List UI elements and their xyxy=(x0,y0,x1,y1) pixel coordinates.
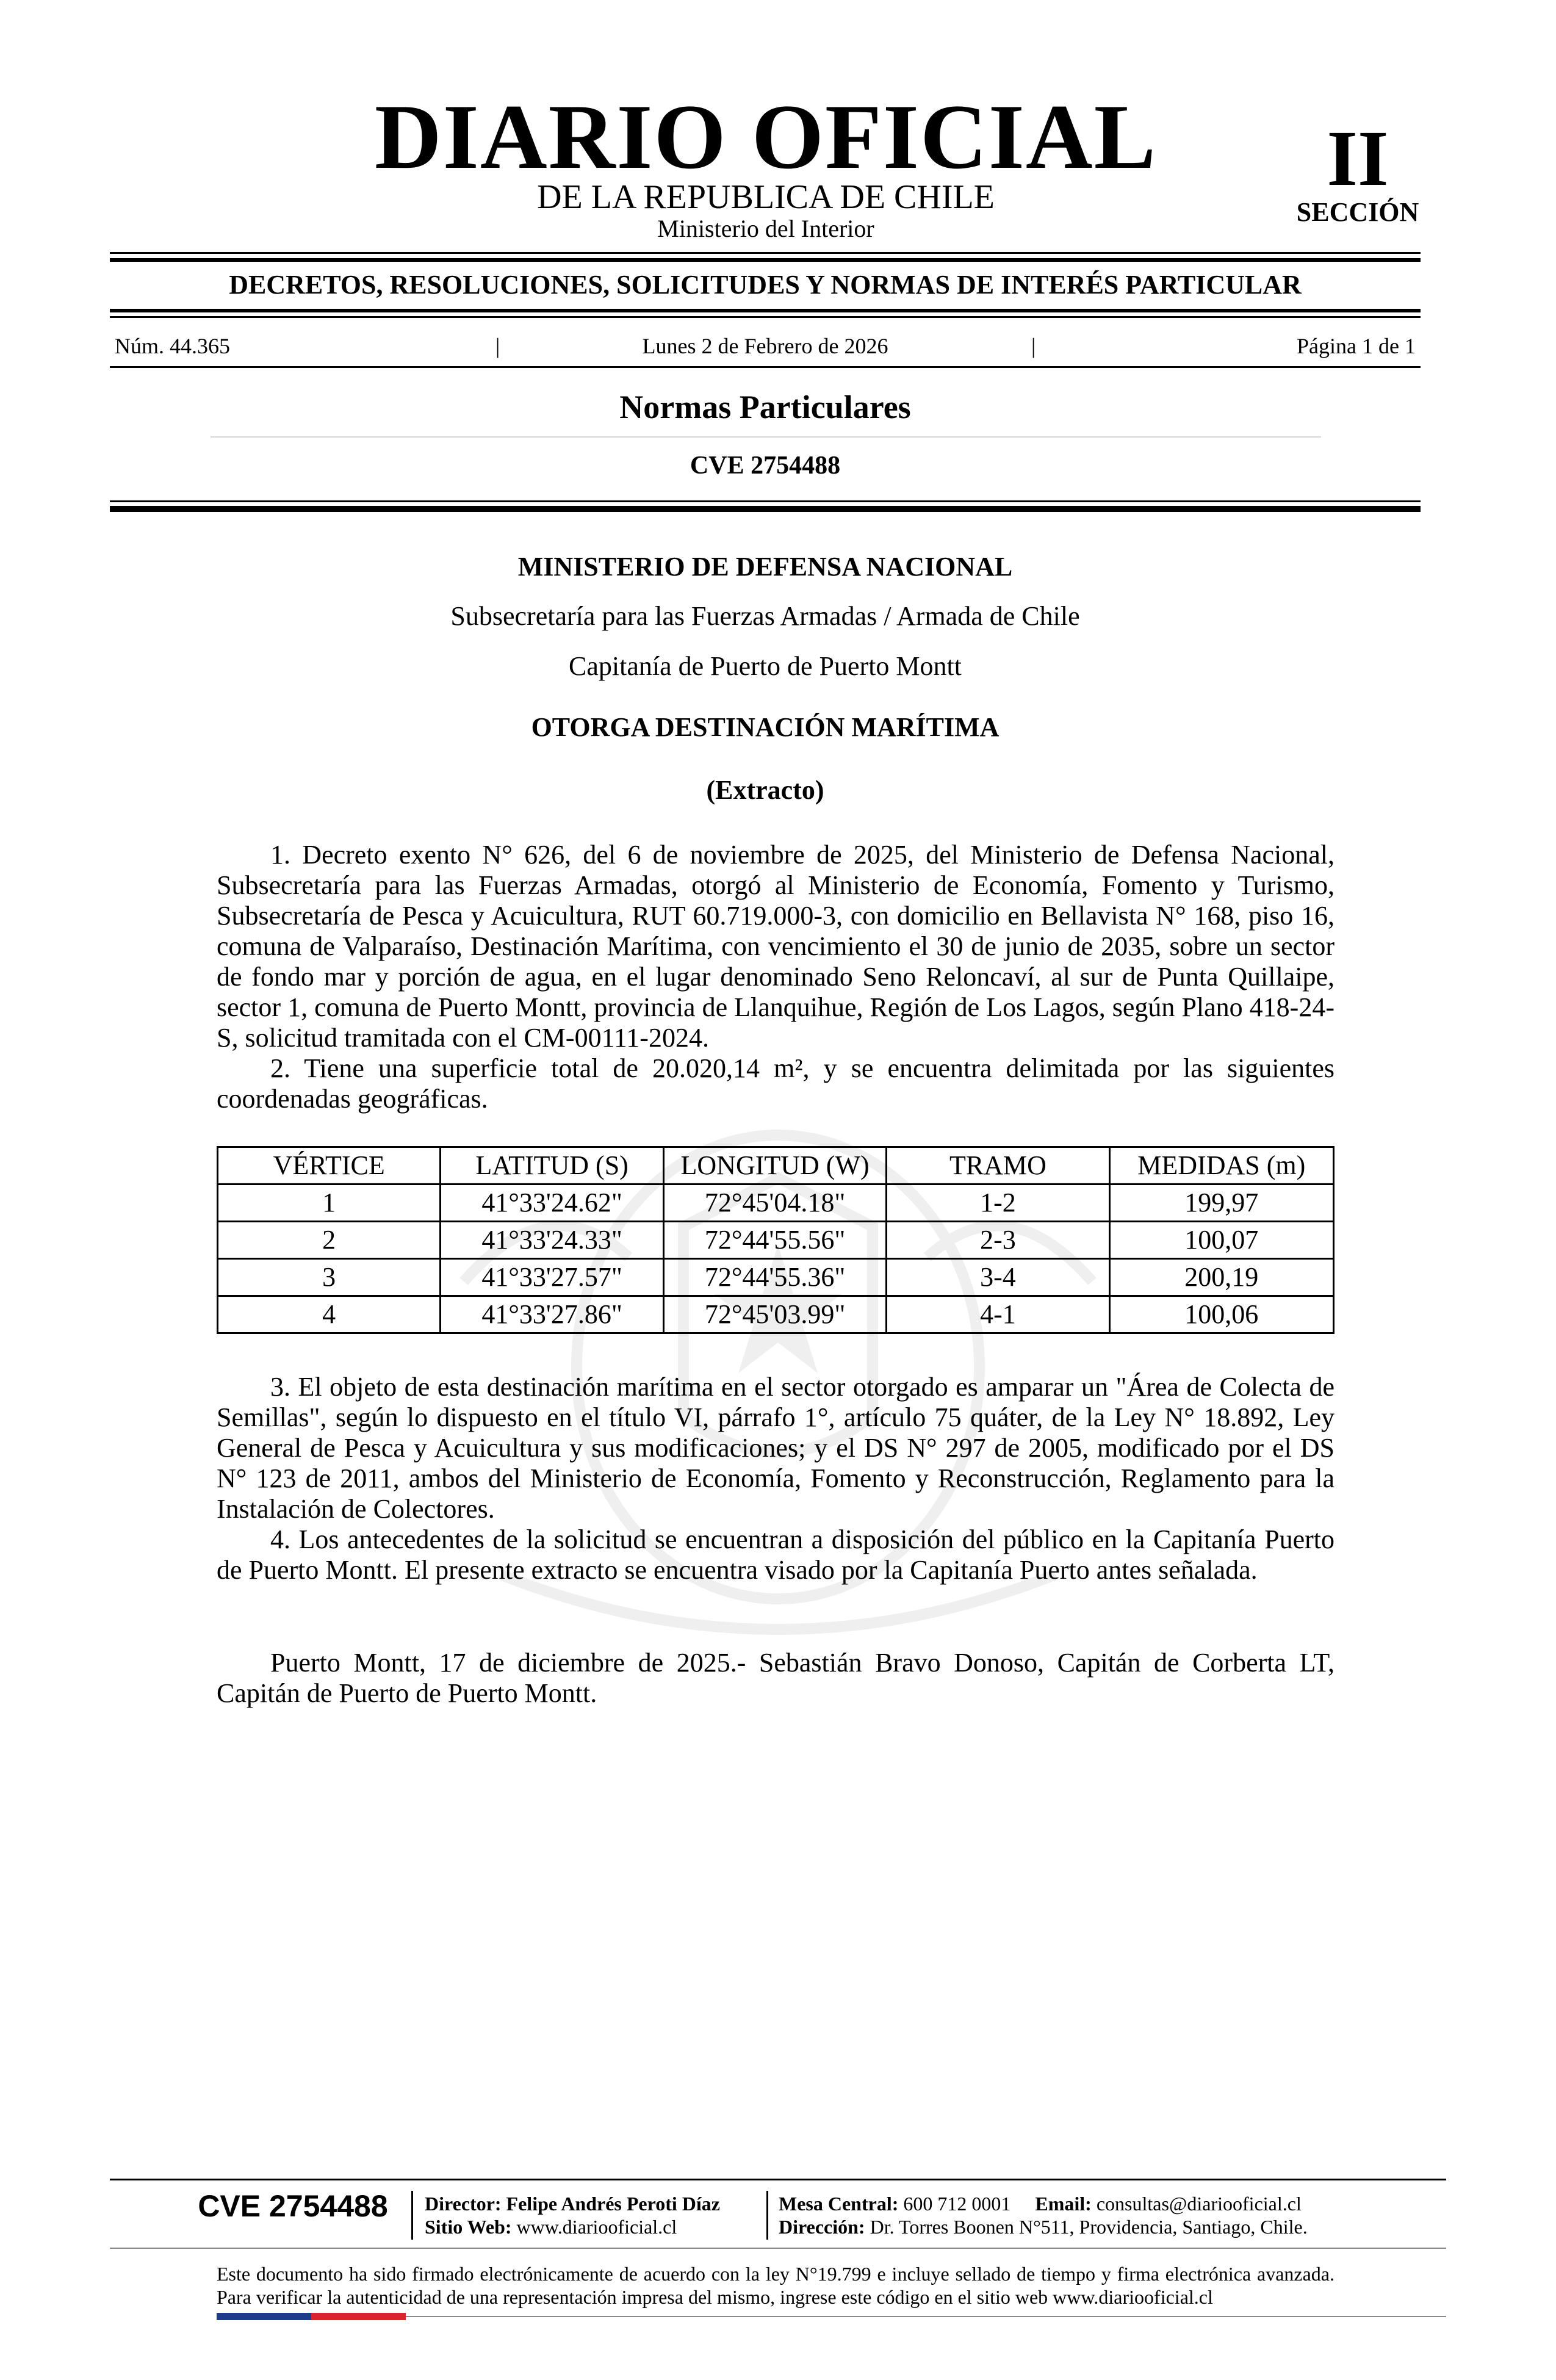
table-cell: 200,19 xyxy=(1109,1259,1333,1296)
site-label: Sitio Web: xyxy=(425,2216,512,2238)
email-label: Email: xyxy=(1035,2193,1092,2215)
section-number: II xyxy=(1327,115,1389,203)
table-cell: 41°33'27.86" xyxy=(441,1296,664,1333)
section-heading-divider xyxy=(211,436,1321,438)
table-cell: 100,07 xyxy=(1109,1222,1333,1259)
table-cell: 199,97 xyxy=(1109,1185,1333,1222)
table-row xyxy=(218,1222,1334,1259)
rule-issue-bottom xyxy=(110,366,1421,368)
issue-row xyxy=(110,334,1421,358)
rule-cve-2 xyxy=(110,506,1421,512)
section-label: SECCIÓN xyxy=(1296,197,1419,227)
table-row xyxy=(218,1259,1334,1296)
footer-contact-block xyxy=(779,2192,1364,2238)
rule-cve-1 xyxy=(110,500,1421,502)
table-cell: 41°33'24.62" xyxy=(441,1185,664,1222)
table-cell: 1 xyxy=(218,1185,441,1222)
issue-separator-1: | xyxy=(495,334,500,358)
rule-top-2 xyxy=(110,258,1421,262)
table-cell: 72°45'03.99" xyxy=(663,1296,887,1333)
table-cell: 41°33'24.33" xyxy=(441,1222,664,1259)
table-cell: 1-2 xyxy=(887,1185,1109,1222)
signature-paragraph: Puerto Montt, 17 de diciembre de 2025.- Sebastián Bravo Donoso, Capitán de Corberta LT, Capitán de Puerto de Puerto Montt. xyxy=(217,1648,1334,1708)
table-cell: 41°33'27.57" xyxy=(441,1259,664,1296)
address-label: Dirección: xyxy=(779,2216,865,2238)
footer-legal-note: Este documento ha sido firmado electrónicamente de acuerdo con la ley N°19.799 e incluye sellado de tiempo y firma electrónica avanzada. Para verificar la autenticidad de una representación impresa del mismo, ingrese este código en el sitio web www.diariooficial.cl xyxy=(217,2263,1334,2308)
table-header-cell: VÉRTICE xyxy=(218,1147,441,1185)
footer-rule-middle xyxy=(110,2248,1446,2249)
table-header-cell: LONGITUD (W) xyxy=(663,1147,887,1185)
director-name: Felipe Andrés Peroti Díaz xyxy=(506,2193,720,2215)
ministry-heading: MINISTERIO DE DEFENSA NACIONAL xyxy=(517,552,1013,582)
director-label: Director: xyxy=(425,2193,502,2215)
coordinates-table xyxy=(217,1146,1334,1334)
table-cell: 3-4 xyxy=(887,1259,1109,1296)
table-header-cell: MEDIDAS (m) xyxy=(1109,1147,1333,1185)
rule-band-bottom-2 xyxy=(110,316,1421,318)
table-row xyxy=(218,1185,1334,1222)
rule-top-1 xyxy=(110,252,1421,254)
address-text: Dr. Torres Boonen N°511, Providencia, Santiago, Chile. xyxy=(870,2216,1308,2238)
paragraph-1: 1. Decreto exento N° 626, del 6 de noviembre de 2025, del Ministerio de Defensa Nacional, Subsecretaría para las Fuerzas Armadas, otorgó al Ministerio de Economía, Fomento y Turismo, Subsecretaría de Pesca y Acuicultura, RUT 60.719.000-3, con domicilio en Bellavista N° 168, piso 16, comuna de Valparaíso, Destinación Marítima, con vencimiento el 30 de junio de 2035, sobre un sector de fondo mar y porción de agua, en el lugar denominado Seno Reloncaví, al sur de Punta Quillaipe, sector 1, comuna de Puerto Montt, provincia de Llanquihue, Región de Los Lagos, según Plano 418-24-S, solicitud tramitada con el CM-00111-2024. xyxy=(217,840,1334,1053)
mesa-phone: 600 712 0001 xyxy=(903,2193,1011,2215)
table-cell: 2-3 xyxy=(887,1222,1109,1259)
site-url[interactable]: www.diariooficial.cl xyxy=(516,2216,677,2238)
rule-band-bottom-1 xyxy=(110,309,1421,312)
table-cell: 4 xyxy=(218,1296,441,1333)
subsecretaria-heading: Subsecretaría para las Fuerzas Armadas / Armada de Chile xyxy=(450,601,1080,631)
extract-label: (Extracto) xyxy=(706,775,824,805)
issue-separator-2: | xyxy=(1031,334,1036,358)
table-header-row xyxy=(218,1147,1334,1185)
table-cell: 2 xyxy=(218,1222,441,1259)
band-title: DECRETOS, RESOLUCIONES, SOLICITUDES Y NORMAS DE INTERÉS PARTICULAR xyxy=(229,270,1302,300)
table-cell: 72°45'04.18" xyxy=(663,1185,887,1222)
paragraph-4: 4. Los antecedentes de la solicitud se encuentran a disposición del público en la Capitanía Puerto de Puerto Montt. El presente extracto se encuentra visado por la Capitanía Puerto antes señalada. xyxy=(217,1524,1334,1585)
section-heading: Normas Particulares xyxy=(619,389,911,425)
masthead-subtitle: DE LA REPUBLICA DE CHILE xyxy=(537,178,995,216)
footer-cve: CVE 2754488 xyxy=(198,2189,388,2223)
table-row xyxy=(218,1296,1334,1333)
footer-director-block xyxy=(425,2192,766,2238)
table-header-cell: TRAMO xyxy=(887,1147,1109,1185)
masthead-title: DIARIO OFICIAL xyxy=(374,85,1158,188)
footer-rule-bottom xyxy=(406,2316,1446,2317)
table-cell: 100,06 xyxy=(1109,1296,1333,1333)
footer-divider-1 xyxy=(411,2191,413,2240)
flag-stripe-blue xyxy=(217,2313,311,2320)
table-header-cell: LATITUD (S) xyxy=(441,1147,664,1185)
flag-stripe-red xyxy=(311,2313,406,2320)
coat-of-arms-watermark xyxy=(427,1025,1129,1709)
table-cell: 4-1 xyxy=(887,1296,1109,1333)
footer-rule-top xyxy=(110,2179,1446,2180)
document-title: OTORGA DESTINACIÓN MARÍTIMA xyxy=(531,712,1000,742)
issue-number: Núm. 44.365 xyxy=(115,334,230,358)
table-cell: 72°44'55.56" xyxy=(663,1222,887,1259)
table-cell: 3 xyxy=(218,1259,441,1296)
issue-date: Lunes 2 de Febrero de 2026 xyxy=(642,334,888,358)
paragraph-3: 3. El objeto de esta destinación marítima en el sector otorgado es amparar un "Área de Colecta de Semillas", según lo dispuesto en el título VI, párrafo 1°, artículo 75 quáter, de la Ley N° 18.892, Ley General de Pesca y Acuicultura y sus modificaciones; y el DS N° 297 de 2005, modificado por el DS N° 123 de 2011, ambos del Ministerio de Economía, Fomento y Reconstrucción, Reglamento para la Instalación de Colectores. xyxy=(217,1372,1334,1524)
table-cell: 72°44'55.36" xyxy=(663,1259,887,1296)
capitania-heading: Capitanía de Puerto de Puerto Montt xyxy=(569,651,962,681)
footer-divider-2 xyxy=(766,2191,768,2240)
mesa-label: Mesa Central: xyxy=(779,2193,899,2215)
email-address[interactable]: consultas@diariooficial.cl xyxy=(1096,2193,1302,2215)
masthead-ministry: Ministerio del Interior xyxy=(657,215,874,242)
paragraph-2: 2. Tiene una superficie total de 20.020,14 m², y se encuentra delimitada por las siguientes coordenadas geográficas. xyxy=(217,1053,1334,1114)
issue-page: Página 1 de 1 xyxy=(1297,334,1416,358)
cve-code: CVE 2754488 xyxy=(690,452,841,480)
